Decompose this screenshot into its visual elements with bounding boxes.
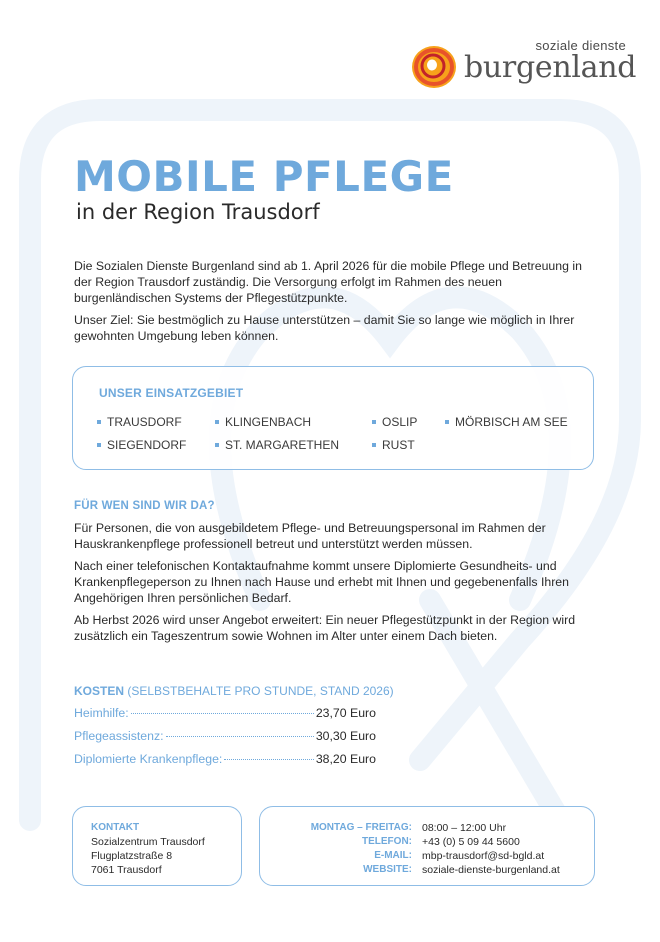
for-whom-paragraph: Nach einer telefonischen Kontaktaufnahme kommt unsere Diplomierte Gesundheits- und Krankenpflegeperson zu Ihnen nach Hause und erhebt mit Ihnen und gegebenenfalls Ihren Angehörigen Ihren persönlichen Bedarf.	[74, 559, 569, 605]
area-item	[215, 415, 311, 429]
logo-wordmark: burgenland	[464, 50, 637, 85]
for-whom-paragraph: Für Personen, die von ausgebildetem Pflege- und Betreuungspersonal im Rahmen der Hauskrankenpflege professionell betreut und unterstützt werden müssen.	[74, 521, 546, 551]
cost-label: Diplomierte Krankenpflege:	[74, 752, 223, 766]
area-item-label: TRAUSDORF	[107, 415, 182, 429]
dotted-leader	[131, 713, 314, 714]
hours-value: 08:00 – 12:00 Uhr	[422, 822, 507, 834]
cost-label: Heimhilfe:	[74, 706, 129, 720]
phone-label: TELEFON:	[362, 836, 412, 847]
contact-box	[72, 806, 242, 886]
intro-paragraph: Die Sozialen Dienste Burgenland sind ab 1. April 2026 für die mobile Pflege und Betreuung in der Region Trausdorf zuständig. Die Versorgung erfolgt im Rahmen des neuen burgenländischen Systems der Pflegestützpunkte.	[74, 259, 582, 305]
cost-value: 38,20 Euro	[315, 752, 376, 766]
intro-paragraph: Unser Ziel: Sie bestmöglich zu Hause unterstützen – damit Sie so lange wie möglich in Ihrer gewohnten Umgebung leben können.	[74, 313, 575, 343]
area-item	[445, 415, 568, 429]
intro-text	[74, 258, 594, 350]
bullet-icon	[215, 443, 219, 447]
cost-value: 23,70 Euro	[315, 706, 376, 720]
area-item	[97, 415, 182, 429]
cost-label: Pflegeassistenz:	[74, 729, 164, 743]
contact-line: Flugplatzstraße 8	[91, 850, 173, 862]
contact-label: KONTAKT	[91, 822, 140, 833]
cost-value: 30,30 Euro	[315, 729, 376, 743]
area-item	[372, 415, 417, 429]
logo-tagline: soziale dienste	[535, 38, 626, 53]
bullet-icon	[445, 420, 449, 424]
bullet-icon	[97, 420, 101, 424]
email-link[interactable]: mbp-trausdorf@sd-bgld.at	[422, 850, 545, 862]
cost-row	[74, 729, 376, 745]
hours-label: MONTAG – FREITAG:	[310, 822, 412, 833]
area-item	[372, 438, 415, 452]
service-area-box	[72, 366, 594, 470]
area-item	[97, 438, 186, 452]
area-item	[215, 438, 339, 452]
for-whom-title: FÜR WEN SIND WIR DA?	[74, 500, 215, 512]
contact-line: Sozialzentrum Trausdorf	[91, 836, 205, 848]
sun-logo-icon	[410, 44, 458, 90]
bullet-icon	[372, 420, 376, 424]
email-label: E-MAIL:	[374, 850, 412, 861]
website-link[interactable]: soziale-dienste-burgenland.at	[422, 864, 560, 876]
dotted-leader	[224, 759, 314, 760]
bullet-icon	[215, 420, 219, 424]
brand-logo	[410, 38, 637, 94]
area-item-label: SIEGENDORF	[107, 438, 187, 452]
for-whom-text	[74, 520, 594, 650]
page-title: MOBILE PFLEGE	[74, 152, 454, 201]
area-item-label: KLINGENBACH	[225, 415, 312, 429]
service-area-title: UNSER EINSATZGEBIET	[99, 386, 244, 400]
costs-title-bold: KOSTEN	[74, 684, 125, 698]
phone-value[interactable]: +43 (0) 5 09 44 5600	[422, 836, 520, 848]
dotted-leader	[166, 736, 314, 737]
area-item-label: OSLIP	[382, 415, 418, 429]
costs-title	[74, 684, 394, 698]
bullet-icon	[97, 443, 101, 447]
bullet-icon	[372, 443, 376, 447]
website-label: WEBSITE:	[363, 864, 412, 875]
cost-row	[74, 752, 376, 768]
hours-contact-box	[259, 806, 595, 886]
contact-line: 7061 Trausdorf	[91, 864, 162, 876]
area-item-label: MÖRBISCH AM SEE	[455, 415, 568, 429]
costs-title-rest: (SELBSTBEHALTE PRO STUNDE, STAND 2026)	[124, 684, 394, 698]
page-subtitle: in der Region Trausdorf	[76, 200, 320, 224]
for-whom-paragraph: Ab Herbst 2026 wird unser Angebot erweitert: Ein neuer Pflegestützpunkt in der Region wird zusätzlich ein Tageszentrum sowie Wohnen im Alter unter einem Dach bieten.	[74, 613, 576, 643]
area-item-label: ST. MARGARETHEN	[225, 438, 340, 452]
cost-row	[74, 706, 376, 722]
area-item-label: RUST	[382, 438, 415, 452]
